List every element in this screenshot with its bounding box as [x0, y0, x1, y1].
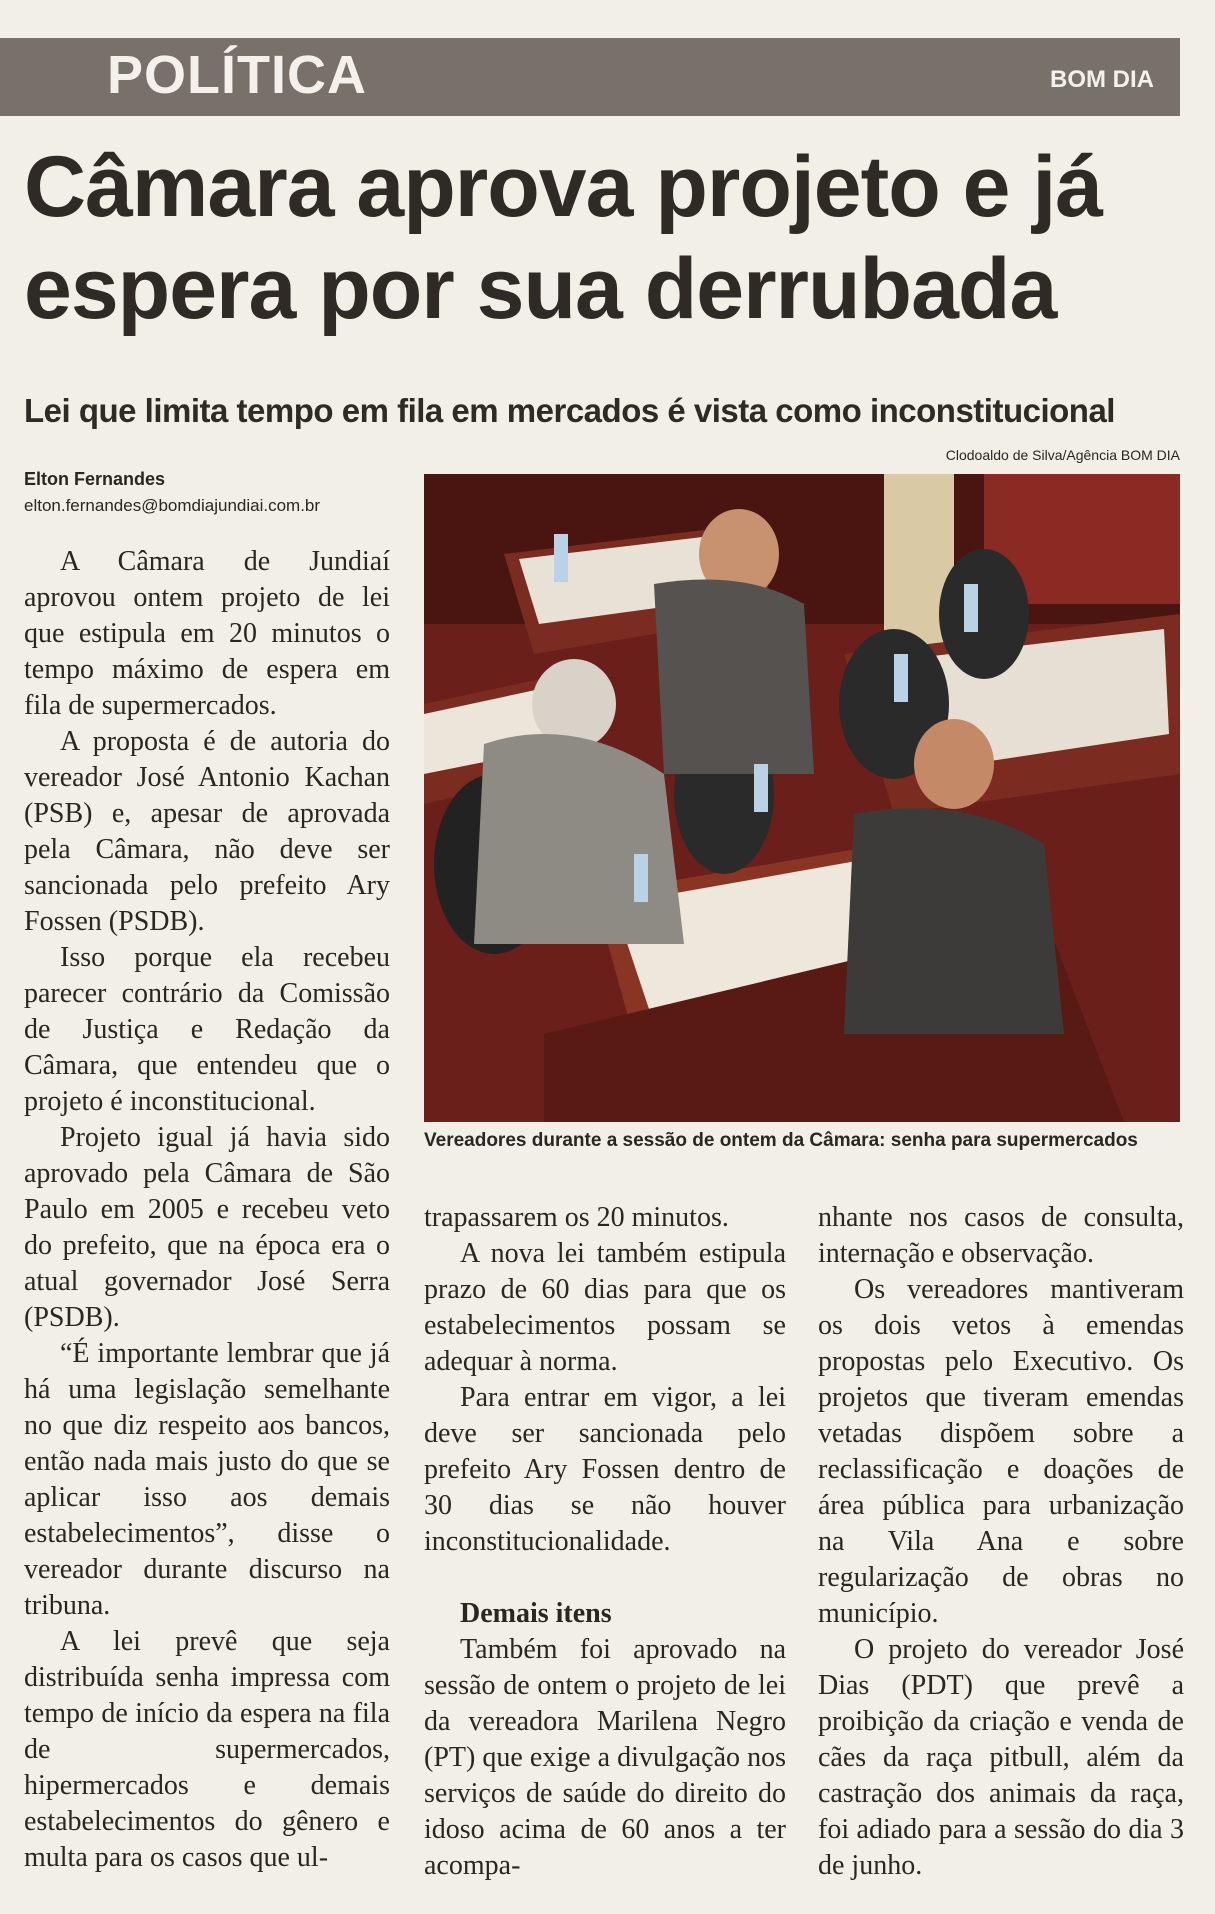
section-title: POLÍTICA [107, 45, 367, 105]
column-3 [818, 1200, 1184, 1884]
column-2 [424, 1200, 786, 1884]
paragraph: Projeto igual já havia sido aprovado pela Câmara de São Paulo em 2005 e recebeu veto do prefeito, que na época era o atual governador José Serra (PSDB). [24, 1122, 390, 1333]
paragraph: Isso porque ela recebeu parecer contrário da Comissão de Justiça e Redação da Câmara, que entendeu que o projeto é inconstitucional. [24, 942, 390, 1117]
paragraph: nhante nos casos de consulta, internação e observação. [818, 1202, 1184, 1269]
paragraph: “É importante lembrar que já há uma legislação semelhante no que diz respeito aos bancos, então nada mais justo do que se aplicar isso aos demais estabelecimentos”, disse o vereador durante discurso na tribuna. [24, 1338, 390, 1621]
author-email[interactable]: elton.fernandes@bomdiajundiai.com.br [24, 496, 321, 515]
photo-caption: Vereadores durante a sessão de ontem da Câmara: senha para supermercados [424, 1130, 1138, 1151]
paragraph: trapassarem os 20 minutos. [424, 1202, 729, 1233]
photo-credit: Clodoaldo de Silva/Agência BOM DIA [945, 447, 1180, 463]
author-name: Elton Fernandes [24, 469, 166, 489]
article-photo [424, 474, 1180, 1122]
paragraph: A lei prevê que seja distribuída senha impressa com tempo de início da espera na fila de supermercados, hipermercados e demais estabelecimentos do gênero e multa para os casos que ul- [24, 1626, 390, 1873]
council-session-photo [424, 474, 1180, 1122]
paragraph: A proposta é de autoria do vereador José Antonio Kachan (PSB) e, apesar de aprovada pela Câmara, não deve ser sancionada pelo prefeito Ary Fossen (PSDB). [24, 726, 390, 937]
subheadline: Lei que limita tempo em fila em mercados é vista como inconstitucional [24, 392, 1115, 429]
newspaper-brand: BOM DIA [1050, 66, 1154, 93]
paragraph: Os vereadores mantiveram os dois vetos à emendas propostas pelo Executivo. Os projetos que tiveram emendas vetadas dispõem sobre a reclassificação e doações de área pública para urbanização na Vila Ana e sobre regularização de obras no município. [818, 1274, 1184, 1629]
paragraph: Também foi aprovado na sessão de ontem o projeto de lei da vereadora Marilena Negro (PT) que exige a divulgação nos serviços de saúde do direito do idoso acima de 60 anos a ter acompa- [424, 1634, 786, 1881]
paragraph: A Câmara de Jundiaí aprovou ontem projeto de lei que estipula em 20 minutos o tempo máximo de espera em fila de supermercados. [24, 546, 390, 721]
paragraph: A nova lei também estipula prazo de 60 dias para que os estabelecimentos possam se adequar à norma. [424, 1238, 786, 1377]
paragraph: O projeto do vereador José Dias (PDT) que prevê a proibição da criação e venda de cães da raça pitbull, além da castração dos animais da raça, foi adiado para a sessão do dia 3 de junho. [818, 1634, 1184, 1881]
paragraph: Para entrar em vigor, a lei deve ser sancionada pelo prefeito Ary Fossen dentro de 30 dias se não houver inconstitucionalidade. [424, 1382, 786, 1557]
subsection-heading: Demais itens [460, 1598, 612, 1629]
headline: Câmara aprova projeto e já espera por sua derrubada [24, 139, 1103, 338]
column-1 [24, 544, 390, 1876]
